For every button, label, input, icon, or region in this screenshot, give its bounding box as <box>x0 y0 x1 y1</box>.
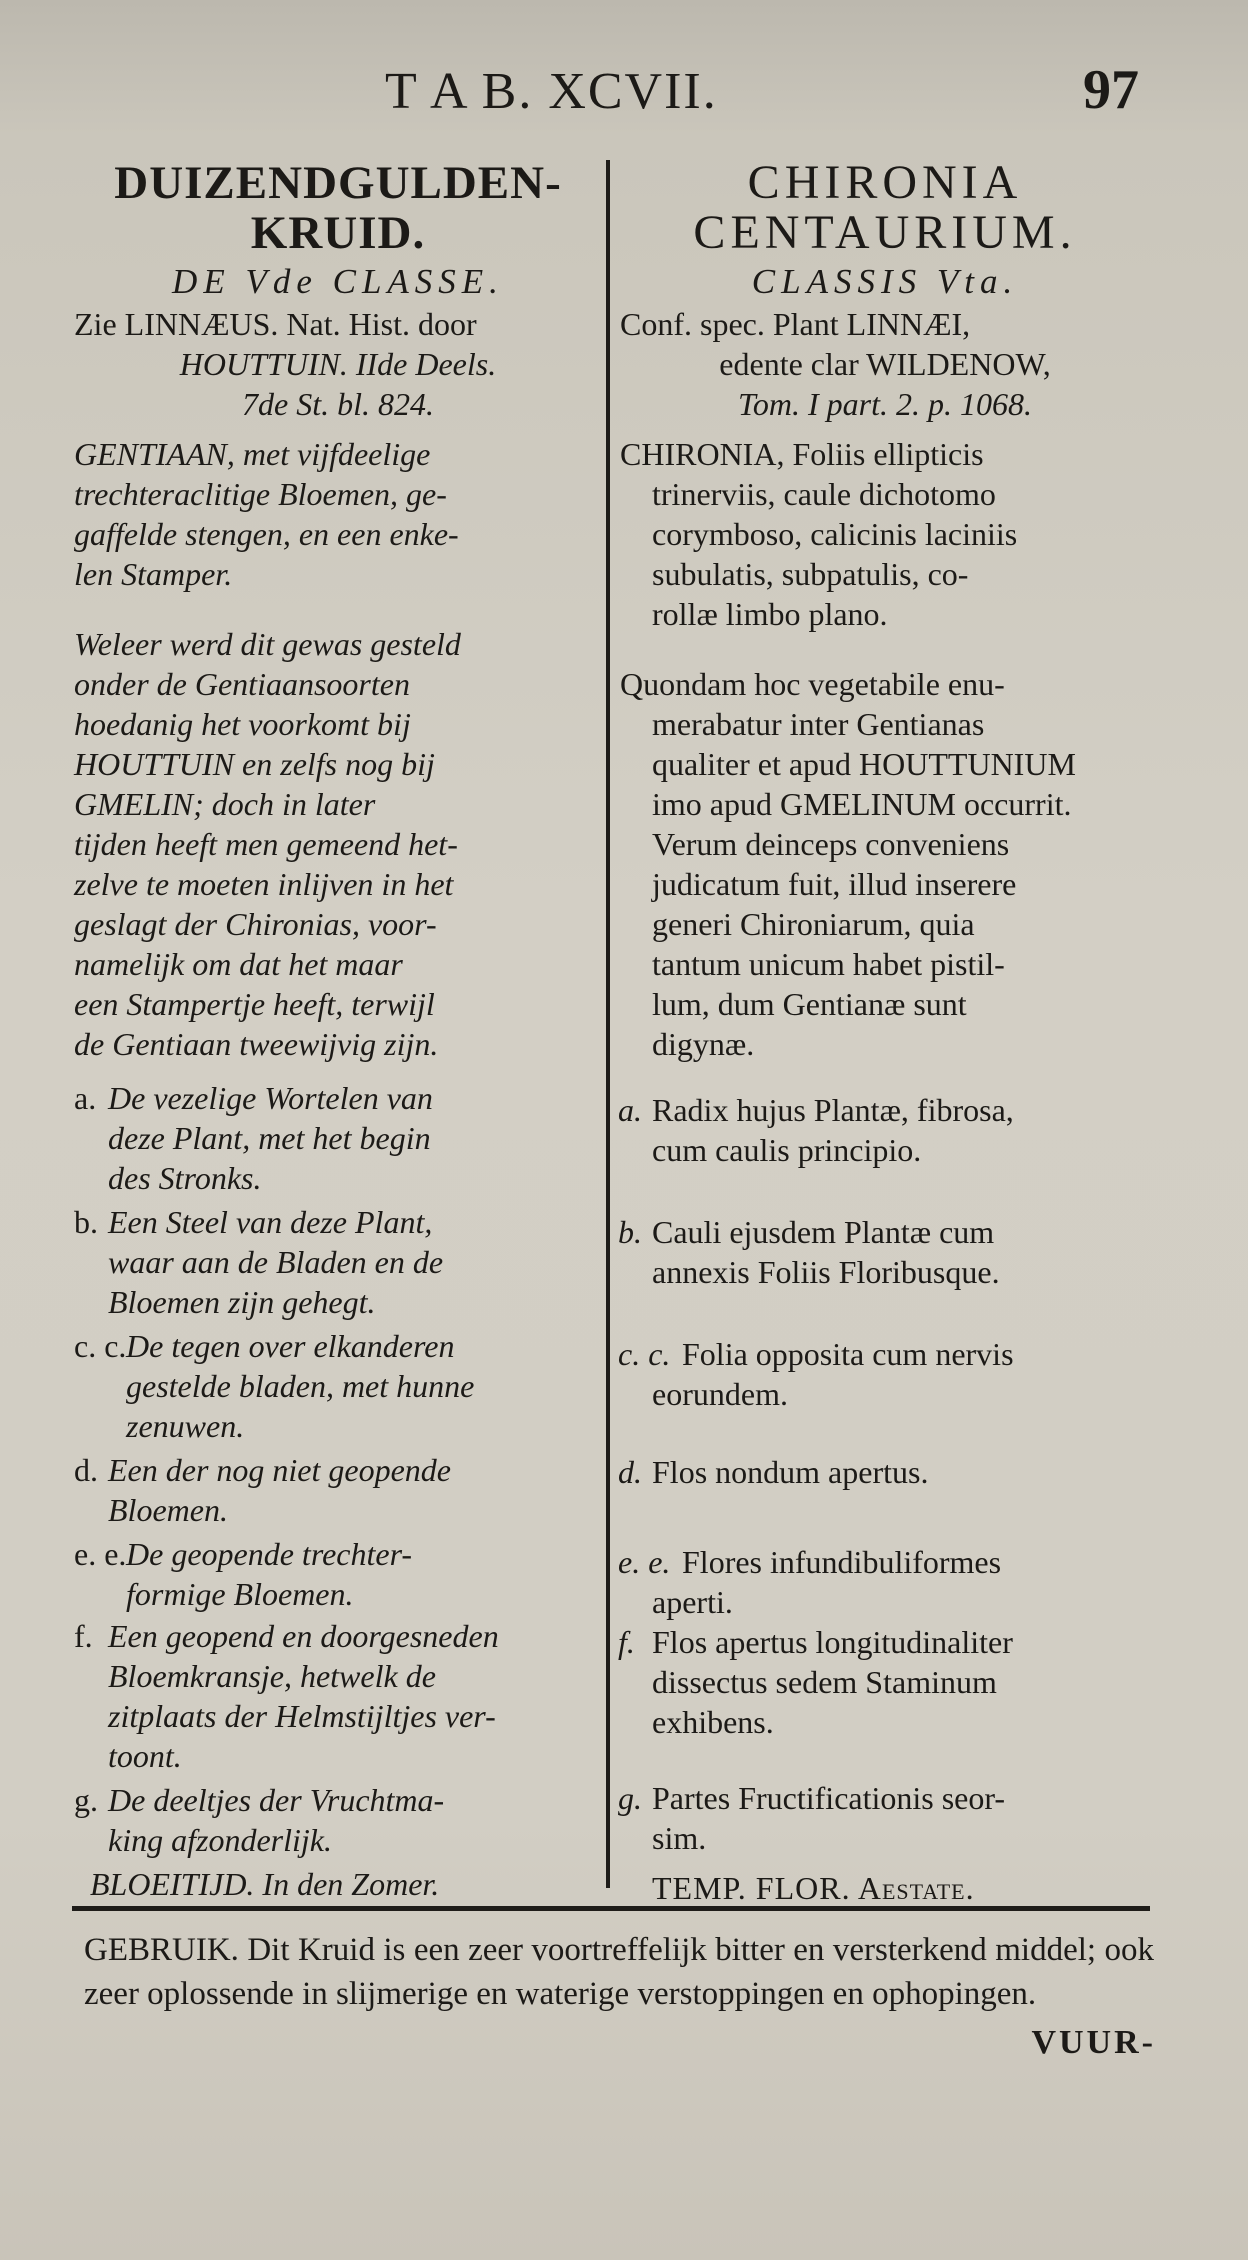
legend-line: Een der nog niet geopende <box>108 1452 451 1488</box>
legend-label: f. <box>74 1618 93 1654</box>
latin-note-line: generi Chironiarum, quia <box>652 906 975 942</box>
dutch-description <box>74 434 602 594</box>
legend-line: gestelde bladen, met hunne <box>126 1368 475 1404</box>
dutch-note-line: Weleer werd dit gewas gesteld <box>74 626 461 662</box>
dutch-note-line: zelve te moeten inlijven in het <box>74 866 454 902</box>
legend-label: a. <box>74 1080 97 1116</box>
running-header <box>0 59 1248 142</box>
legend-line: Cauli ejusdem Plantæ cum <box>652 1214 995 1250</box>
dutch-ref-line1: Zie LINNÆUS. Nat. Hist. door <box>74 306 477 342</box>
page-number: 97 <box>1083 59 1139 121</box>
latin-legend-item <box>618 1334 1150 1414</box>
dutch-ref-line3: 7de St. bl. 824. <box>242 386 434 422</box>
column-divider <box>606 160 610 1888</box>
latin-ref-line3: Tom. I part. 2. p. 1068. <box>738 386 1032 422</box>
legend-line: Een Steel van deze Plant, <box>108 1204 433 1240</box>
legend-line: Flos apertus longitudinaliter <box>652 1624 1013 1660</box>
latin-note-line: judicatum fuit, illud inserere <box>652 866 1017 902</box>
dutch-classe: DE Vde CLASSE. <box>172 262 504 301</box>
usage-paragraph: GEBRUIK. Dit Kruid is een zeer voortreffelijk bitter en versterkend middel; ook zeer oplossende in slijmerige en waterige verstoppingen en ophopingen. <box>84 1932 1154 2012</box>
legend-label: b. <box>618 1214 642 1250</box>
dutch-note-line: geslagt der Chironias, voor- <box>74 906 437 942</box>
latin-note-line: tantum unicum habet pistil- <box>652 946 1005 982</box>
legend-label: b. <box>74 1204 98 1240</box>
legend-line: Een geopend en doorgesneden <box>108 1618 499 1654</box>
legend-label: c. c. <box>618 1336 671 1372</box>
dutch-note-line: namelijk om dat het maar <box>74 946 403 982</box>
legend-line: deze Plant, met het begin <box>108 1120 431 1156</box>
dutch-legend-item <box>74 1780 602 1860</box>
legend-label: e. e. <box>74 1536 127 1572</box>
latin-note-line: Verum deinceps conveniens <box>652 826 1010 862</box>
latin-note-line: lum, dum Gentianæ sunt <box>652 986 967 1022</box>
legend-line: formige Bloemen. <box>126 1576 354 1612</box>
latin-legend-item <box>618 1778 1150 1858</box>
legend-line: toont. <box>108 1738 182 1774</box>
dutch-note-line: GMELIN; doch in later <box>74 786 376 822</box>
legend-label: a. <box>618 1092 642 1128</box>
legend-line: waar aan de Bladen en de <box>108 1244 444 1280</box>
legend-line: eorundem. <box>652 1376 788 1412</box>
latin-note <box>620 664 1150 1064</box>
dutch-desc-line: gaffelde stengen, en een enke- <box>74 516 459 552</box>
dutch-note-line: tijden heeft men gemeend het- <box>74 826 458 862</box>
latin-note-line: merabatur inter Gentianas <box>652 706 985 742</box>
latin-ref-line2: edente clar WILDENOW, <box>719 346 1051 382</box>
latin-legend-item <box>618 1212 1150 1292</box>
latin-note-line: imo apud GMELINUM occurrit. <box>652 786 1072 822</box>
legend-line: king afzonderlijk. <box>108 1822 332 1858</box>
legend-line: De tegen over elkanderen <box>126 1328 455 1364</box>
latin-ref-line1: Conf. spec. Plant LINNÆI, <box>620 306 971 342</box>
legend-line: zitplaats der Helmstijltjes ver- <box>108 1698 496 1734</box>
latin-legend-item <box>618 1090 1150 1170</box>
legend-label: d. <box>74 1452 98 1488</box>
legend-line: aperti. <box>652 1584 733 1620</box>
legend-line: dissectus sedem Staminum <box>652 1664 997 1700</box>
latin-note-line: qualiter et apud HOUTTUNIUM <box>652 746 1076 782</box>
dutch-title-line1: DUIZENDGULDEN- <box>114 157 562 209</box>
legend-line: Flores infundibuliformes <box>682 1544 1002 1580</box>
latin-desc-line: rollæ limbo plano. <box>652 596 888 632</box>
dutch-note-line: hoedanig het voorkomt bij <box>74 706 411 742</box>
legend-label: g. <box>74 1782 98 1818</box>
flowering-time-latin: TEMP. FLOR. Aestate. <box>652 1870 975 1906</box>
dutch-note-line: HOUTTUIN en zelfs nog bij <box>74 746 435 782</box>
legend-label: c. c. <box>74 1328 127 1364</box>
legend-line: De vezelige Wortelen van <box>108 1080 433 1116</box>
legend-line: Flos nondum apertus. <box>652 1454 929 1490</box>
latin-title-line2: CENTAURIUM. <box>693 206 1077 259</box>
latin-note-line: digynæ. <box>652 1026 755 1062</box>
legend-label: d. <box>618 1454 642 1490</box>
legend-line: Radix hujus Plantæ, fibrosa, <box>652 1092 1014 1128</box>
dutch-desc-line: GENTIAAN, met vijfdeelige <box>74 436 431 472</box>
legend-line: annexis Foliis Floribusque. <box>652 1254 1000 1290</box>
dutch-desc-line: len Stamper. <box>74 556 233 592</box>
catchword: VUUR- <box>1031 2024 1156 2061</box>
latin-desc-line: CHIRONIA, Foliis ellipticis <box>620 436 984 472</box>
latin-classis: CLASSIS Vta. <box>751 262 1019 301</box>
latin-note-line: Quondam hoc vegetabile enu- <box>620 666 1005 702</box>
legend-line: sim. <box>652 1820 707 1856</box>
legend-line: zenuwen. <box>126 1408 245 1444</box>
dutch-legend-item <box>74 1202 602 1322</box>
latin-desc-line: subulatis, subpatulis, co- <box>652 556 969 592</box>
latin-legend-item <box>618 1542 1150 1622</box>
dutch-ref-line2: HOUTTUIN. IIde Deels. <box>179 346 497 382</box>
dutch-legend-item <box>74 1326 602 1446</box>
dutch-legend-item <box>74 1616 602 1776</box>
latin-legend-item <box>618 1622 1150 1742</box>
dutch-legend-item <box>74 1450 602 1530</box>
dutch-note <box>74 624 602 1064</box>
latin-description <box>620 434 1150 634</box>
legend-line: Partes Fructificationis seor- <box>652 1780 1006 1816</box>
legend-line: Bloemen zijn gehegt. <box>108 1284 376 1320</box>
latin-legend-item <box>618 1452 1150 1492</box>
dutch-note-line: een Stampertje heeft, terwijl <box>74 986 435 1022</box>
dutch-legend-item <box>74 1534 602 1614</box>
legend-line: De deeltjes der Vruchtma- <box>108 1782 445 1818</box>
latin-reference <box>620 304 1150 424</box>
legend-line: cum caulis principio. <box>652 1132 922 1168</box>
latin-desc-line: corymboso, calicinis laciniis <box>652 516 1018 552</box>
dutch-column <box>74 158 602 1064</box>
dutch-reference <box>74 304 602 424</box>
legend-label: e. e. <box>618 1544 671 1580</box>
legend-line: Bloemen. <box>108 1492 228 1528</box>
legend-line: des Stronks. <box>108 1160 262 1196</box>
legend-line: Bloemkransje, hetwelk de <box>108 1658 436 1694</box>
legend-line: De geopende trechter- <box>126 1536 413 1572</box>
flowering-time: BLOEITIJD. In den Zomer. <box>90 1866 440 1902</box>
dutch-title-line2: KRUID. <box>250 207 426 259</box>
latin-desc-line: trinerviis, caule dichotomo <box>652 476 996 512</box>
legend-label: f. <box>618 1624 635 1660</box>
legend-label: g. <box>618 1780 642 1816</box>
legend-line: exhibens. <box>652 1704 774 1740</box>
legend-line: Folia opposita cum nervis <box>682 1336 1014 1372</box>
plate-title: T A B. XCVII. <box>385 63 718 120</box>
dutch-note-line: onder de Gentiaansoorten <box>74 666 410 702</box>
dutch-note-line: de Gentiaan tweewijvig zijn. <box>74 1026 439 1062</box>
dutch-legend-item <box>74 1078 602 1198</box>
latin-title-line1: CHIRONIA <box>747 156 1023 209</box>
section-rule <box>72 1906 1150 1911</box>
latin-column <box>620 158 1150 1064</box>
dutch-desc-line: trechteraclitige Bloemen, ge- <box>74 476 447 512</box>
